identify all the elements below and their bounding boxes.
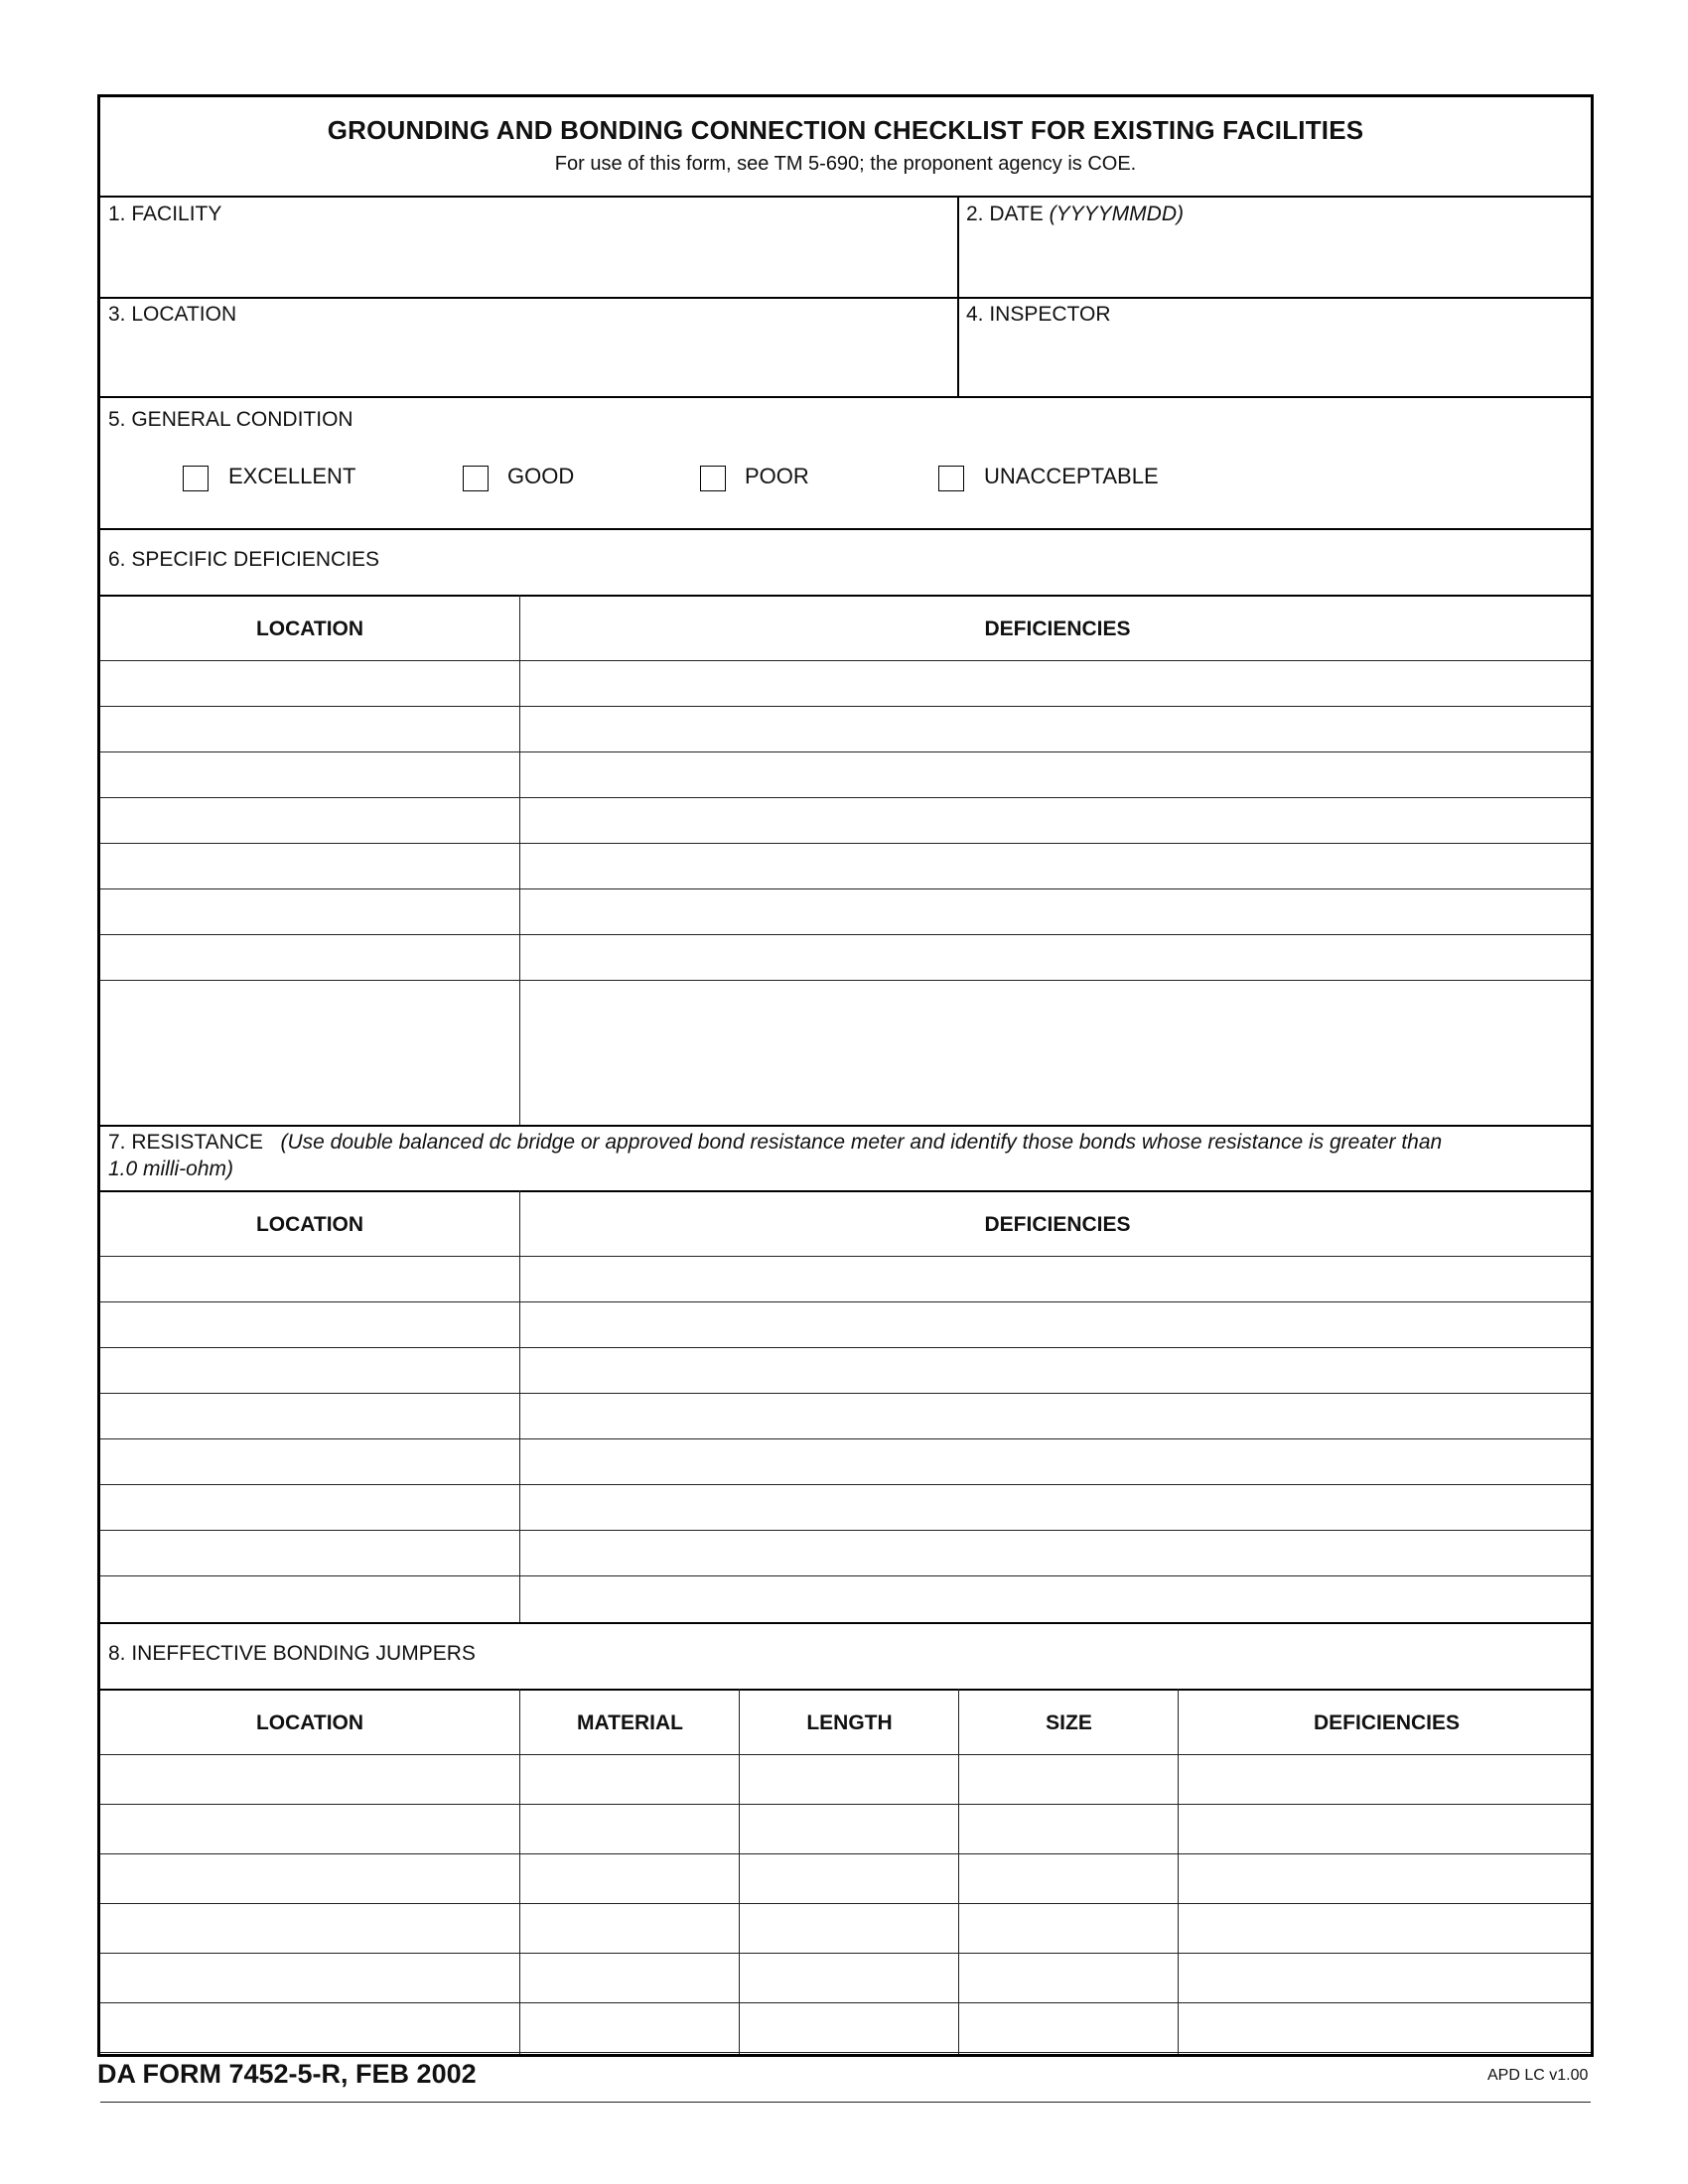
sec7-row-divider	[100, 1256, 1591, 1257]
sec7-cell[interactable]	[106, 1351, 513, 1389]
location-label: 3. LOCATION	[108, 303, 237, 326]
sec6-location-header: LOCATION	[255, 617, 364, 640]
sec8-cell[interactable]	[525, 1957, 733, 1998]
resistance-note: (Use double balanced dc bridge or approved bond resistance meter and identify those bonds whose resistance is greater than	[280, 1131, 1443, 1154]
form-title: GROUNDING AND BONDING CONNECTION CHECKLIST FOR EXISTING FACILITIES	[327, 115, 1364, 145]
sec8-row-divider	[100, 1804, 1591, 1805]
sec7-cell[interactable]	[106, 1534, 513, 1571]
sec6-cell[interactable]	[106, 664, 513, 702]
poor-label: POOR	[745, 464, 809, 488]
sec8-cell[interactable]	[964, 2006, 1172, 2048]
good-label: GOOD	[507, 464, 575, 488]
sec7-row-divider	[100, 1530, 1591, 1531]
sec8-cell[interactable]	[964, 1907, 1172, 1949]
sec6-row-divider	[100, 980, 1591, 981]
sec8-size-header: SIZE	[1046, 1711, 1092, 1734]
sec7-cell[interactable]	[106, 1305, 513, 1343]
sec6-cell[interactable]	[106, 801, 513, 839]
sec8-row-divider	[100, 1903, 1591, 1904]
sec6-cell[interactable]	[106, 938, 513, 976]
sec8-cell[interactable]	[525, 2106, 733, 2147]
sec6-cell[interactable]	[525, 938, 1588, 976]
specific-deficiencies-label: 6. SPECIFIC DEFICIENCIES	[108, 548, 380, 571]
sec6-row-divider	[100, 706, 1591, 707]
sec8-cell[interactable]	[745, 2006, 952, 2048]
sec6-cell[interactable]	[106, 984, 513, 1022]
sec7-location-header: LOCATION	[255, 1213, 364, 1236]
sec6-cell[interactable]	[106, 755, 513, 793]
sec7-deficiencies-header: DEFICIENCIES	[984, 1213, 1131, 1236]
sec8-cell[interactable]	[106, 1857, 513, 1899]
sec6-cell[interactable]	[525, 710, 1588, 748]
sec8-cell[interactable]	[1184, 2106, 1588, 2147]
resistance-label: 7. RESISTANCE (Use double balanced dc bridge or approved bond resistance meter and identify those bonds whose resistance is greater than 1.0 milli-ohm)	[108, 1131, 1443, 1180]
sec6-cell[interactable]	[525, 984, 1588, 1022]
sec8-cell[interactable]	[964, 1808, 1172, 1849]
poor-checkbox[interactable]	[700, 466, 726, 491]
sec8-row-divider	[100, 2102, 1591, 2103]
sec8-cell[interactable]	[1184, 1907, 1588, 1949]
form-number: DA FORM 7452-5-R, FEB 2002	[97, 2059, 477, 2089]
sec7-cell[interactable]	[106, 1579, 513, 1617]
sec8-cell[interactable]	[1184, 2006, 1588, 2048]
sec8-location-header: LOCATION	[255, 1711, 364, 1734]
sec6-row-divider	[100, 934, 1591, 935]
sec6-cell[interactable]	[525, 801, 1588, 839]
checklist-form	[97, 94, 1594, 2057]
sec7-row-divider	[100, 1575, 1591, 1576]
sec8-cell[interactable]	[525, 1808, 733, 1849]
sec6-cell[interactable]	[106, 892, 513, 930]
sec8-cell[interactable]	[525, 2006, 733, 2048]
facility-label: 1. FACILITY	[108, 203, 222, 225]
sec8-row-divider	[100, 1853, 1591, 1854]
sec8-cell[interactable]	[1184, 1957, 1588, 1998]
form-version: APD LC v1.00	[1487, 2067, 1589, 2084]
sec7-cell[interactable]	[106, 1397, 513, 1434]
sec8-row-divider	[100, 2052, 1591, 2053]
sec7-cell[interactable]	[106, 1442, 513, 1480]
sec6-row-divider	[100, 843, 1591, 844]
sec7-row-divider	[100, 1438, 1591, 1439]
sec6-cell[interactable]	[525, 664, 1588, 702]
sec7-row-divider	[100, 1393, 1591, 1394]
sec8-cell[interactable]	[964, 2106, 1172, 2147]
sec8-cell[interactable]	[1184, 1857, 1588, 1899]
sec6-row-divider	[100, 660, 1591, 661]
inspector-label: 4. INSPECTOR	[966, 303, 1111, 326]
resistance-note-cont: 1.0 milli-ohm)	[108, 1158, 234, 1180]
sec6-deficiencies-header: DEFICIENCIES	[984, 617, 1131, 640]
sec7-cell[interactable]	[525, 1397, 1588, 1434]
sec6-cell[interactable]	[525, 892, 1588, 930]
sec8-cell[interactable]	[106, 1758, 513, 1800]
sec7-row-divider	[100, 1484, 1591, 1485]
excellent-checkbox[interactable]	[183, 466, 209, 491]
facility-field[interactable]	[108, 230, 947, 290]
general-condition-label: 5. GENERAL CONDITION	[108, 408, 353, 431]
sec8-cell[interactable]	[964, 1758, 1172, 1800]
sec8-cell[interactable]	[964, 1857, 1172, 1899]
sec8-row-divider	[100, 2002, 1591, 2003]
excellent-label: EXCELLENT	[228, 464, 356, 488]
sec8-cell[interactable]	[106, 2006, 513, 2048]
date-format-hint: (YYYYMMDD)	[1049, 203, 1184, 225]
sec8-material-header: MATERIAL	[577, 1711, 683, 1734]
sec8-cell[interactable]	[106, 1808, 513, 1849]
sec7-cell[interactable]	[525, 1305, 1588, 1343]
sec6-row-divider	[100, 888, 1591, 889]
sec8-cell[interactable]	[964, 2056, 1172, 2098]
sec8-cell[interactable]	[106, 1957, 513, 1998]
sec8-cell[interactable]	[745, 1857, 952, 1899]
sec8-cell[interactable]	[106, 1907, 513, 1949]
sec7-cell[interactable]	[106, 1260, 513, 1297]
unacceptable-label: UNACCEPTABLE	[984, 464, 1159, 488]
sec7-row-divider	[100, 1347, 1591, 1348]
sec6-cell[interactable]	[106, 710, 513, 748]
sec8-cell[interactable]	[745, 2106, 952, 2147]
unacceptable-checkbox[interactable]	[938, 466, 964, 491]
form-subtitle: For use of this form, see TM 5-690; the proponent agency is COE.	[554, 153, 1137, 175]
sec6-cell[interactable]	[525, 755, 1588, 793]
sec8-cell[interactable]	[964, 1957, 1172, 1998]
sec8-cell[interactable]	[1184, 1808, 1588, 1849]
sec8-deficiencies-header: DEFICIENCIES	[1313, 1711, 1461, 1734]
sec7-cell[interactable]	[525, 1351, 1588, 1389]
sec8-row-divider	[100, 1754, 1591, 1755]
sec8-cell[interactable]	[525, 1758, 733, 1800]
sec8-cell[interactable]	[106, 2106, 513, 2147]
sec8-cell[interactable]	[1184, 1758, 1588, 1800]
sec7-cell[interactable]	[525, 1579, 1588, 1617]
sec8-cell[interactable]	[745, 1907, 952, 1949]
sec7-cell[interactable]	[525, 1534, 1588, 1571]
sec6-cell[interactable]	[106, 847, 513, 885]
sec8-cell[interactable]	[525, 1857, 733, 1899]
jumpers-label: 8. INEFFECTIVE BONDING JUMPERS	[108, 1642, 476, 1665]
date-field[interactable]	[966, 230, 1582, 290]
sec7-row-divider	[100, 1301, 1591, 1302]
sec8-cell[interactable]	[745, 1957, 952, 1998]
sec8-cell[interactable]	[525, 2056, 733, 2098]
good-checkbox[interactable]	[463, 466, 489, 491]
sec8-cell[interactable]	[745, 2056, 952, 2098]
sec6-row-divider	[100, 797, 1591, 798]
inspector-field[interactable]	[966, 331, 1582, 390]
sec8-cell[interactable]	[745, 1758, 952, 1800]
sec6-row-divider	[100, 751, 1591, 752]
sec7-cell[interactable]	[106, 1488, 513, 1526]
date-label: 2. DATE (YYYYMMDD)	[966, 203, 1184, 225]
sec7-cell[interactable]	[525, 1260, 1588, 1297]
sec7-cell[interactable]	[525, 1488, 1588, 1526]
sec7-cell[interactable]	[525, 1442, 1588, 1480]
sec8-cell[interactable]	[745, 1808, 952, 1849]
sec8-cell[interactable]	[525, 1907, 733, 1949]
sec6-cell[interactable]	[525, 847, 1588, 885]
location-field[interactable]	[108, 331, 947, 390]
sec8-row-divider	[100, 1953, 1591, 1954]
sec8-length-header: LENGTH	[806, 1711, 893, 1734]
